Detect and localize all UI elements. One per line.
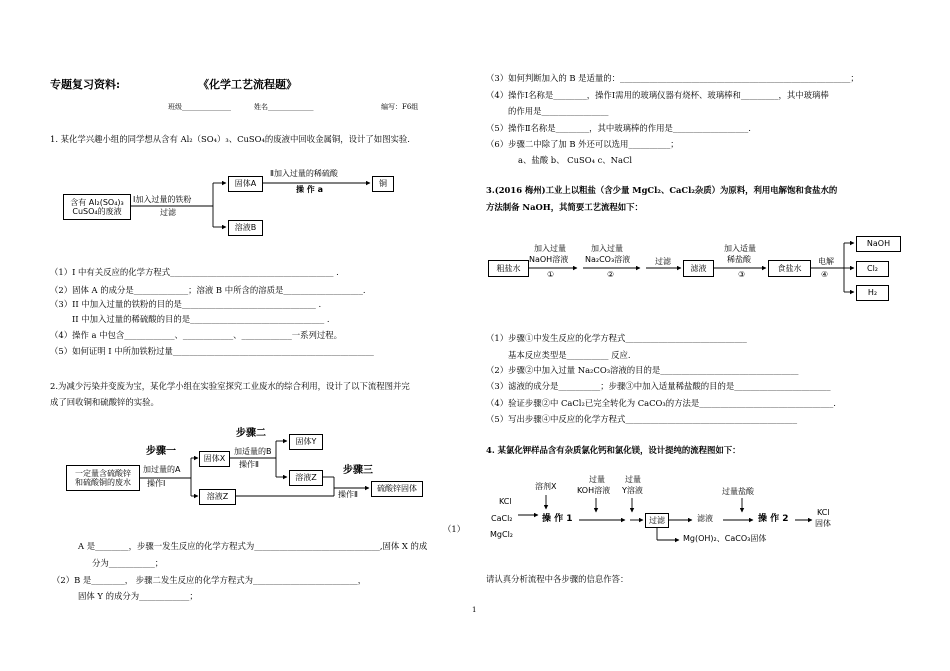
q3-intro-1: 3.(2016 梅州)工业上以粗盐（含少量 MgCl₂、CaCl₂杂质）为原料，利用电解饱和食盐水的 xyxy=(486,185,838,195)
q4-solvent-x: 溶剂X xyxy=(535,482,557,491)
q3-c1: ① xyxy=(547,270,555,279)
q1-filter-label: 过滤 xyxy=(160,208,176,217)
left-title: 专题复习资料: xyxy=(50,78,121,91)
q2-line-6: （4）操作Ⅰ名称是________，操作Ⅰ需用的玻璃仪器有烧杯、玻璃棒和_________，其中玻璃棒 xyxy=(486,90,829,100)
q1-line-3: （3）II 中加入过量的铁粉的目的是________________________________ . xyxy=(50,299,322,309)
q1-copper: 铜 xyxy=(372,176,394,192)
q2-line-7: 的作用是________________ xyxy=(508,106,609,116)
q2-intro-1: 2.为减少污染并变废为宝，某化学小组在实验室探究工业废水的综合利用，设计了以下流程图并完 xyxy=(50,381,410,391)
q4-hcl: 过量盐酸 xyxy=(722,487,754,496)
q1-solution-b: 溶液B xyxy=(228,220,263,236)
page-title: 《化学工艺流程题》 xyxy=(198,78,297,91)
q2-solid-x: 固体X xyxy=(199,451,230,467)
q4-kcl: KCl xyxy=(499,497,512,506)
q3-add3-a: 加入适量 xyxy=(724,244,756,253)
q2-line-4: 固体 Y 的成分为____________； xyxy=(78,591,198,601)
q4-koh-b: KOH溶液 xyxy=(577,486,611,495)
q1-line-1: （1）I 中有关反应的化学方程式_______________________________________ . xyxy=(50,267,339,277)
q4-filter: 过滤 xyxy=(645,513,669,528)
q2-solid-y: 固体Y xyxy=(289,434,323,450)
q3-c2: ② xyxy=(607,270,615,279)
q4-filtrate: 滤液 xyxy=(697,514,713,523)
q1-step1-label: Ⅰ加入过量的铁粉 xyxy=(133,195,192,204)
q1-operation-a: 操 作 a xyxy=(296,185,323,194)
q3-naoh: NaOH xyxy=(856,236,901,252)
q3-c4: ④ xyxy=(821,270,829,279)
q4-kcl-solid-b: 固体 xyxy=(815,519,831,528)
q2-op-ii-b: 操作Ⅱ xyxy=(338,490,358,499)
q4-op1: 操 作 1 xyxy=(542,514,573,524)
q2-add-a: 加过量的A xyxy=(143,465,181,474)
q4-koh-a: 过量 xyxy=(589,475,605,484)
q1-step2-label: Ⅱ加入过量的稀硫酸 xyxy=(270,169,338,178)
q3-add2-b: Na₂CO₃溶液 xyxy=(585,255,631,264)
q4-y-b: Y溶液 xyxy=(622,486,643,495)
q1-intro: 1. 某化学兴趣小组的同学想从含有 Al₂（SO₄）₃、CuSO₄的废液中回收金属铜，设计了如图实验. xyxy=(50,134,410,144)
q2-line-9: （6）步骤二中除了加 B 外还可以选用__________； xyxy=(486,139,679,149)
q2-line-2: 分为___________； xyxy=(92,558,164,568)
q1-solid-a: 固体A xyxy=(228,176,263,192)
q4-mgcl2: MgCl₂ xyxy=(490,530,513,539)
q4-kcl-solid-a: KCl xyxy=(817,508,830,517)
class-field: 班级______________ xyxy=(168,103,231,111)
q3-c3: ③ xyxy=(738,270,746,279)
q3-intro-2: 方法制备 NaOH，其简要工艺流程如下： xyxy=(486,202,643,212)
q2-line-3: （2）B 是________， 步骤二发生反应的化学方程式为_________________________， xyxy=(52,575,367,585)
q3-add1-b: NaOH溶液 xyxy=(529,255,569,264)
q2-op1: 操作Ⅰ xyxy=(147,479,166,488)
q2-solution-z-upper: 溶液Z xyxy=(289,470,323,486)
q2-step1: 步骤一 xyxy=(146,446,176,457)
q4-y-a: 过量 xyxy=(625,475,641,484)
q3-brine: 食盐水 xyxy=(768,260,811,277)
q2-zinc-sulfate: 硫酸锌固体 xyxy=(371,481,423,497)
q4-precipitate: Mg(OH)₂、CaCO₃固体 xyxy=(683,534,767,543)
q1-line-6: （5）如何证明 I 中所加铁粉过量________________________________________________ xyxy=(50,346,374,356)
q2-solution-z-lower: 溶液Z xyxy=(199,489,236,505)
q3-line-1: （1）步骤①中发生反应的化学方程式_____________________________ xyxy=(486,333,747,343)
code-field: 编写：F6组 xyxy=(381,103,419,111)
q1-start-box: 含有 Al₂(SO₄)₃ CuSO₄的废液 xyxy=(63,194,131,220)
name-field: 姓名_____________ xyxy=(254,103,314,111)
q3-filter: 过滤 xyxy=(655,257,671,266)
q3-filtrate: 滤液 xyxy=(683,260,714,277)
q1-line-2: （2）固体 A 的成分是_____________；溶液 B 中所含的溶质是___________________. xyxy=(50,285,366,295)
q2-options: a、盐酸 b、 CuSO₄ c、NaCl xyxy=(518,155,633,165)
q1-line-4: II 中加入过量的稀硫酸的目的是________________________________ . xyxy=(72,314,330,324)
q1-line-5: （4）操作 a 中包含____________、____________、____________一系列过程。 xyxy=(50,330,343,340)
q3-electrolysis: 电解 xyxy=(818,257,834,266)
page-number: 1 xyxy=(472,606,477,614)
q2-line-8: （5）操作Ⅱ名称是________，其中玻璃棒的作用是__________________. xyxy=(486,123,751,133)
q3-line-2: 基本反应类型是__________ 反应. xyxy=(508,350,631,360)
q3-add3-b: 稀盐酸 xyxy=(727,255,751,264)
q3-h2: H₂ xyxy=(856,285,889,301)
q4-intro: 4. 某氯化钾样品含有杂质氯化钙和氯化镁，设计提纯的流程图如下： xyxy=(486,445,741,455)
q3-line-3: （2）步骤②中加入过量 Na₂CO₃溶液的目的是_________________________________ xyxy=(486,365,799,375)
q4-closing: 请认真分析流程中各步骤的信息作答： xyxy=(486,574,629,584)
q2-start-box: 一定量含硫酸锌 和硫酸铜的废水 xyxy=(66,465,140,491)
q2-op-ii: 操作Ⅱ xyxy=(239,460,259,469)
q4-op2: 操 作 2 xyxy=(758,514,789,524)
q4-cacl2: CaCl₂ xyxy=(491,514,513,523)
q3-line-4: （3）滤液的成分是__________；步骤③中加入适量稀盐酸的目的是_______________________ xyxy=(486,381,831,391)
q2-mark-1: （1） xyxy=(443,524,466,534)
q3-line-6: （5）写出步骤④中反应的化学方程式_________________________________________ xyxy=(486,414,798,424)
q3-crude-salt: 粗盐水 xyxy=(488,260,529,277)
q2-add-b: 加适量的B xyxy=(234,447,272,456)
q3-line-5: （4）验证步骤②中 CaCl₂已完全转化为 CaCO₃的方法是________________________________. xyxy=(486,398,836,408)
q2-line-5: （3）如何判断加入的 B 是适量的：_______________________________________________________； xyxy=(486,73,859,83)
q2-intro-2: 成了回收铜和硫酸锌的实验。 xyxy=(50,397,159,407)
q3-add1-a: 加入过量 xyxy=(534,244,566,253)
q2-step2: 步骤二 xyxy=(236,428,266,439)
q2-step3: 步骤三 xyxy=(343,465,373,476)
q3-add2-a: 加入过量 xyxy=(591,244,623,253)
q2-line-1: A 是________，步骤一发生反应的化学方程式为______________________________,固体 X 的成 xyxy=(78,541,428,551)
q3-cl2: Cl₂ xyxy=(856,261,889,277)
